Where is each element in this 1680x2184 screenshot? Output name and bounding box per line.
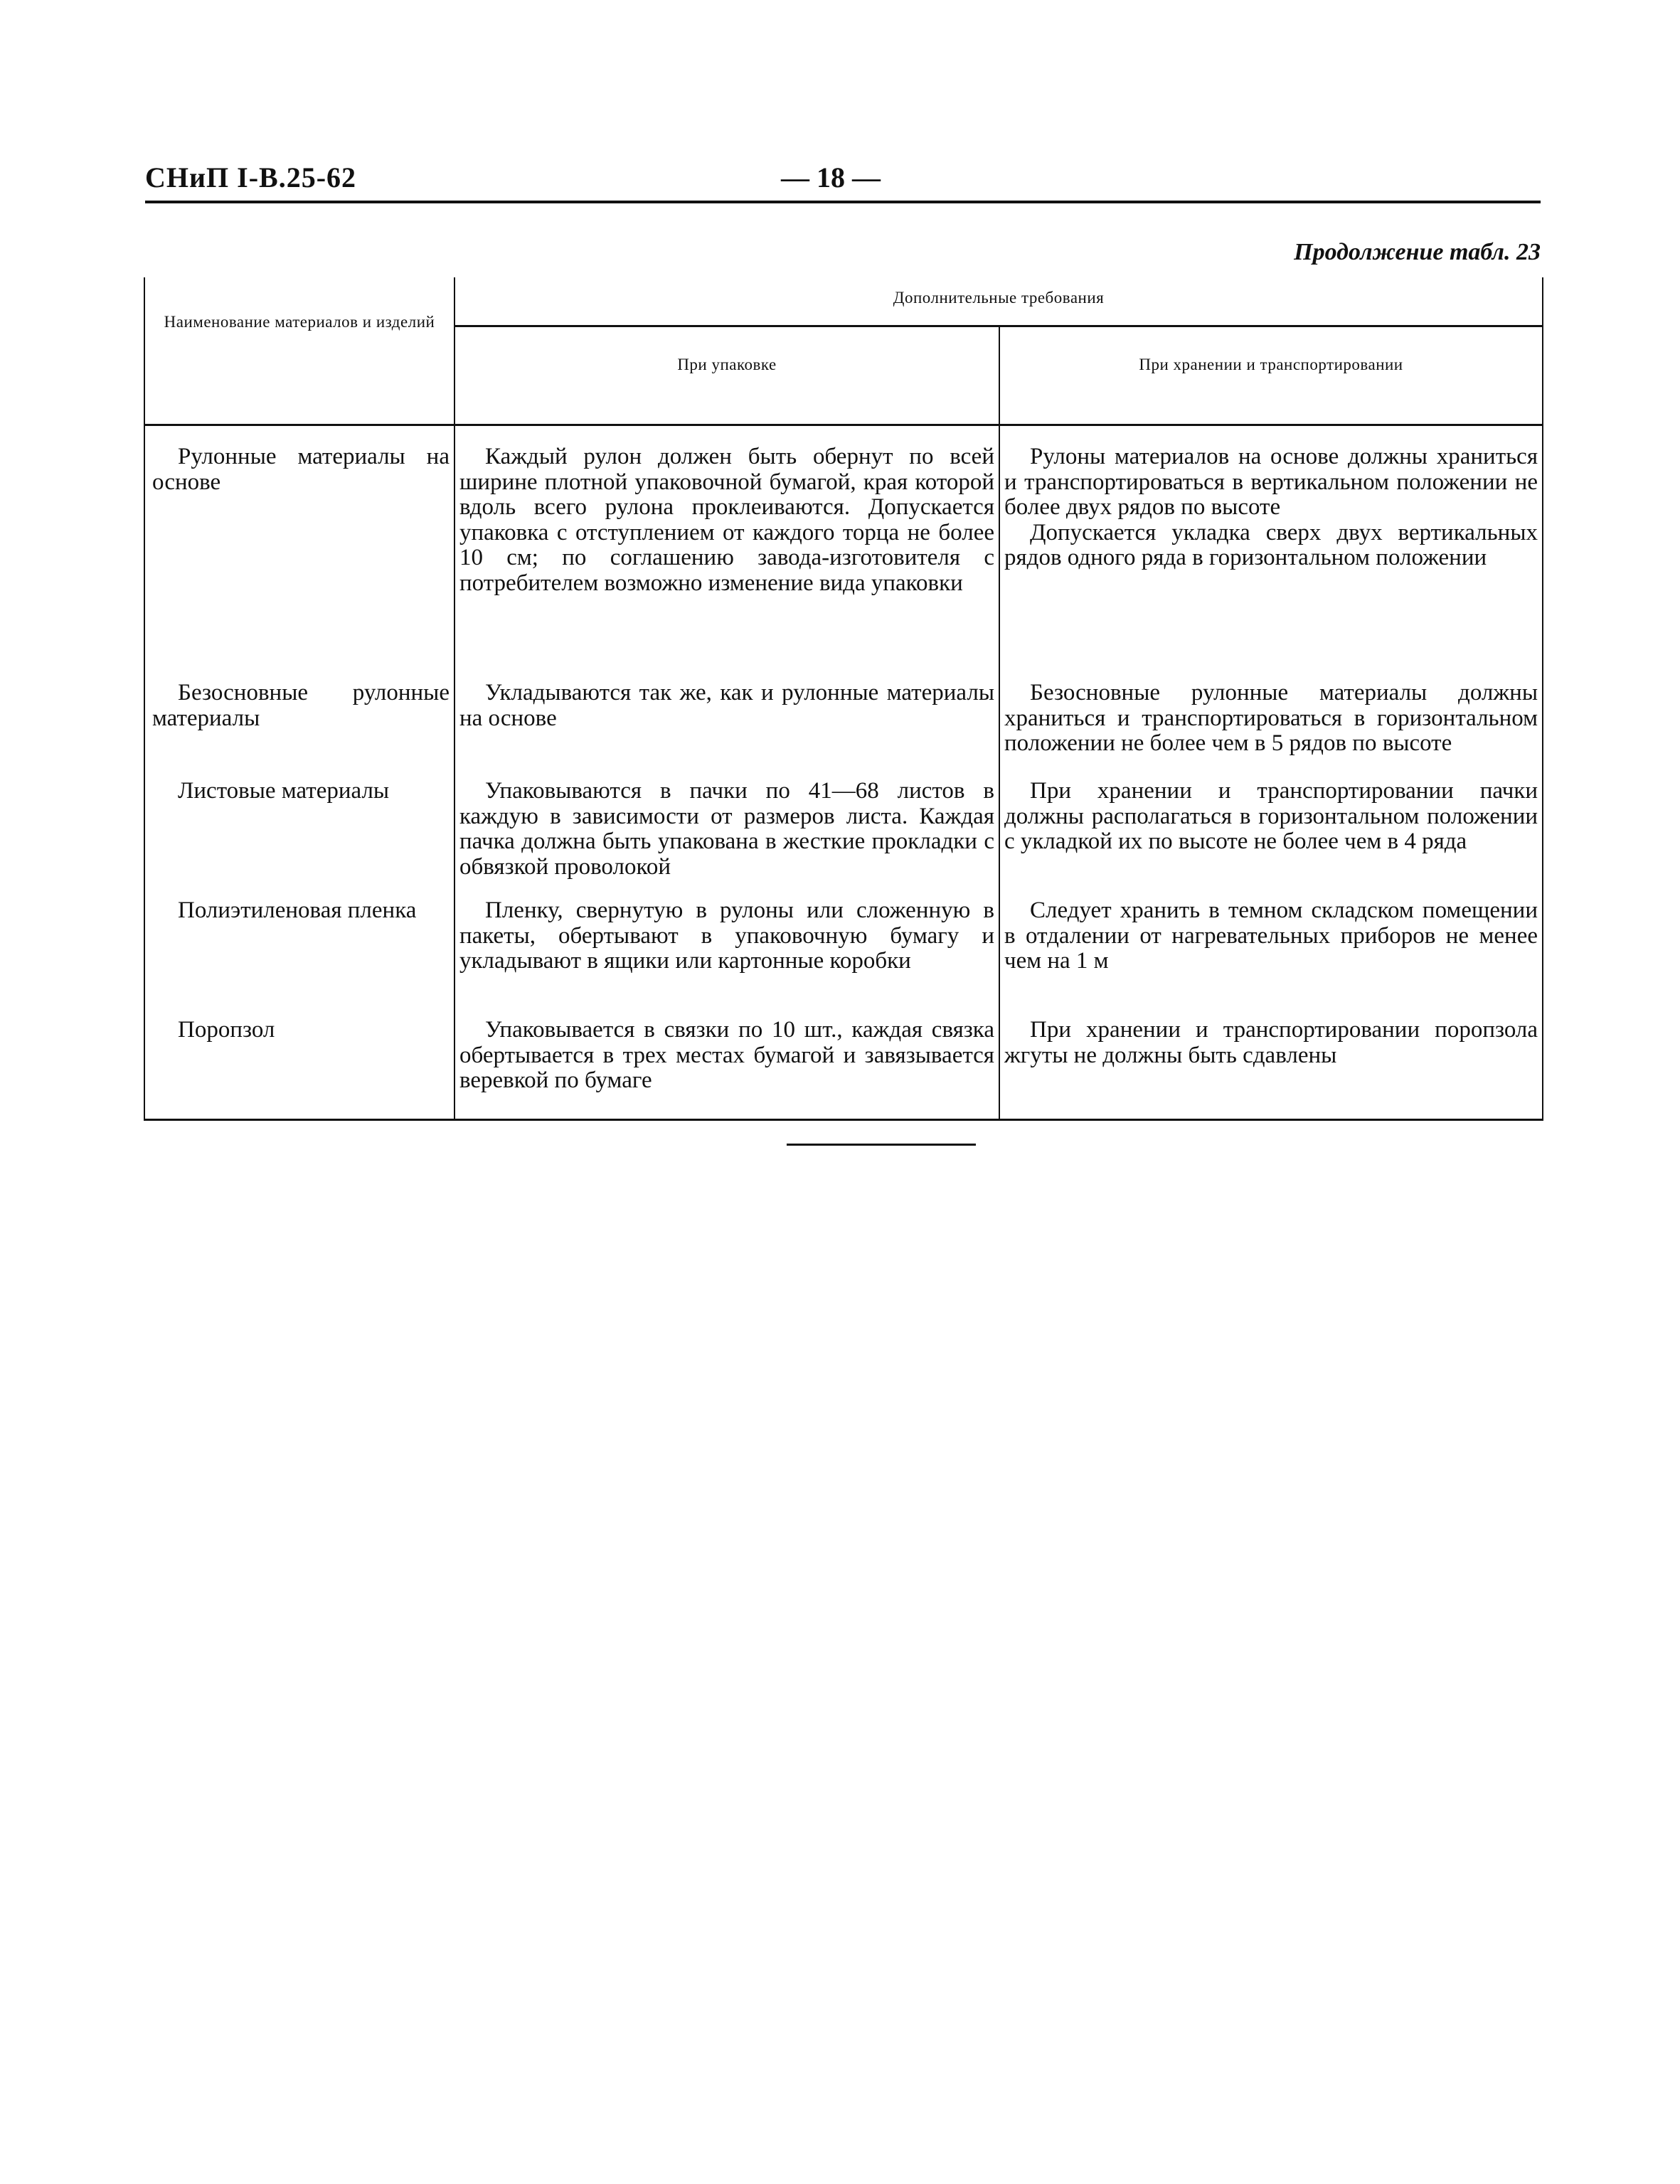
document-code: СНиП I-В.25-62 — [145, 161, 357, 193]
table-caption: Продолжение табл. 23 — [1294, 239, 1541, 265]
material-name: Безосновные рулонные материалы — [152, 680, 450, 731]
page-number: — 18 — — [781, 161, 881, 193]
header-additional-requirements: Дополнительные требования — [454, 277, 1543, 326]
material-name: Поропзол — [178, 1017, 275, 1043]
packing-text: Пленку, свернутую в рулоны или сложенную в пакеты, обертывают в упаковочную бумагу и укладывают в ящики или картонные коробки — [459, 897, 994, 974]
packing-text: Упаковывается в связки по 10 шт., каждая связка обертывается в трех местах бумагой и завязывается веревкой по бумаге — [459, 1017, 994, 1093]
material-name: Листовые материалы — [178, 778, 390, 804]
storage-text: Следует хранить в темном складском помещении в отдалении от нагревательных приборов не менее чем на 1 м — [1004, 897, 1538, 974]
header-packing: При упаковке — [454, 326, 999, 425]
table-row — [144, 779, 1543, 898]
storage-text: При хранении и транспортировании пачки должны располагаться в горизонтальном положении с укладкой их по высоте не более чем в 4 ряда — [1004, 778, 1538, 854]
page-header — [145, 161, 1539, 203]
table-row — [144, 681, 1543, 779]
storage-text: При хранении и транспортировании поропзола жгуты не должны быть сдавлены — [1004, 1017, 1538, 1068]
packing-text: Упаковываются в пачки по 41—68 листов в каждую в зависимости от размеров листа. Каждая пачка должна быть упакована в жесткие прокладки с обвязкой проволокой — [459, 778, 994, 880]
packing-text: Укладываются так же, как и рулонные материалы на основе — [459, 680, 994, 731]
material-name: Полиэтиленовая пленка — [178, 897, 417, 923]
storage-text: Рулоны материалов на основе должны храниться и транспортироваться в вертикальном положении не более двух рядов по высоте — [1004, 444, 1538, 520]
packing-text: Каждый рулон должен быть обернут по всей ширине плотной упаковочной бумагой, края которой вдоль всего рулона проклеиваются. Допускается упаковка с отступлением от каждого торца не более 10 см; по соглашению завода-изготовителя с потребителем возможно изменение вида упаковки — [459, 444, 994, 596]
header-storage: При хранении и транспортировании — [999, 326, 1543, 425]
material-name: Рулонные материалы на основе — [152, 444, 450, 495]
requirements-table — [144, 277, 1543, 1121]
table-row — [144, 425, 1543, 681]
table-row — [144, 1018, 1543, 1120]
storage-text: Безосновные рулонные материалы должны храниться и транспортироваться в горизонтальном положении не более чем в 5 рядов по высоте — [1004, 680, 1538, 756]
end-of-section-rule — [787, 1144, 976, 1146]
header-rule — [145, 201, 1541, 203]
table-row — [144, 898, 1543, 1018]
header-material-name: Наименование материалов и изделий — [144, 277, 454, 425]
storage-text-extra: Допускается укладка сверх двух вертикальных рядов одного ряда в горизонтальном положении — [1004, 519, 1538, 570]
